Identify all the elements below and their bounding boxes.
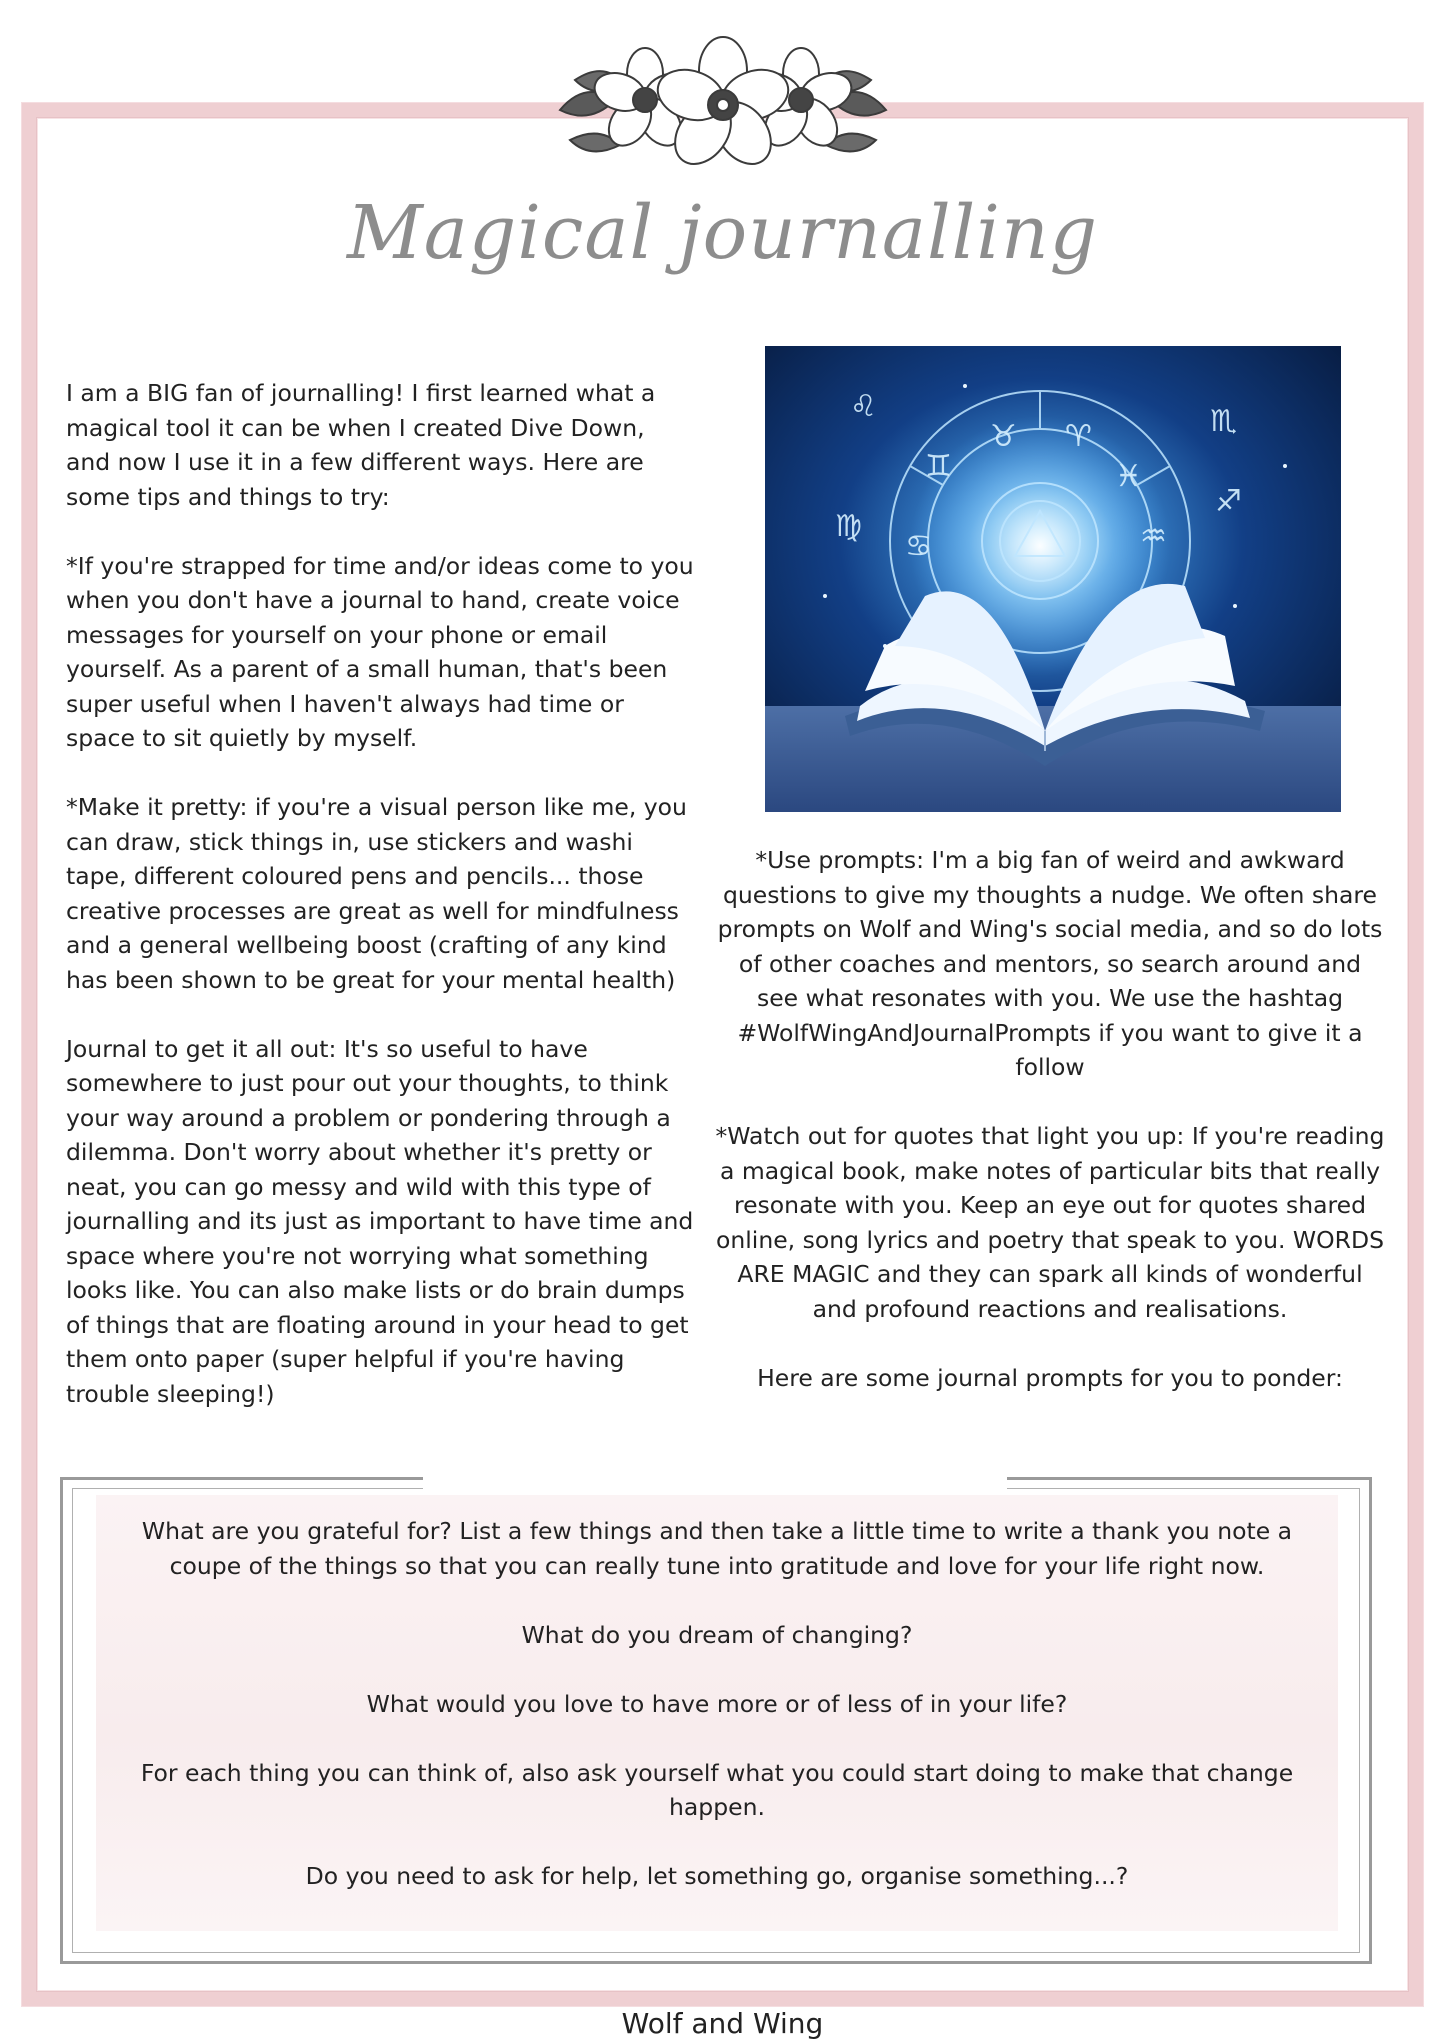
prompt-item: What do you dream of changing? <box>521 1620 913 1649</box>
make-it-pretty-tip: *Make it pretty: if you're a visual person like me, you can draw, stick things in, use stickers and washi tape, different coloured pens and pencils... those creative processes are great as well for mindfulness and a general wellbeing boost (crafting of any kind has been shown to be great for your mental health) <box>66 793 687 994</box>
footer-brand: Wolf and Wing <box>621 2007 824 2040</box>
right-column <box>715 843 1385 1430</box>
floral-ornament-icon <box>540 20 906 170</box>
left-column <box>66 376 696 1446</box>
use-prompts-tip: *Use prompts: I'm a big fan of weird and awkward questions to give my thoughts a nudge. We often share prompts on Wolf and Wing's social media, and so do lots of other coaches and mentors, so search around and see what resonates with you. We use the hashtag #WolfWingAndJournalPrompts if you want to give it a follow <box>717 846 1383 1081</box>
journal-prompts <box>120 1514 1314 1928</box>
svg-text:♐: ♐ <box>1215 484 1242 519</box>
voice-messages-tip: *If you're strapped for time and/or ideas come to you when you don't have a journal to hand, create voice messages for yourself on your phone or email yourself. As a parent of a small human, that's been super useful when I haven't always had time or space to sit quietly by myself. <box>66 551 694 752</box>
prompt-item: What are you grateful for? List a few things and then take a little time to write a thank you note a coupe of the things so that you can really tune into gratitude and love for your life right now. <box>141 1517 1293 1580</box>
svg-text:♉: ♉ <box>990 419 1017 454</box>
prompt-box-frame-gap <box>423 1470 1007 1492</box>
prompt-item: For each thing you can think of, also ask yourself what you could start doing to make that change happen. <box>140 1758 1294 1821</box>
prompts-intro: Here are some journal prompts for you to ponder: <box>757 1363 1343 1392</box>
svg-text:♊: ♊ <box>925 449 952 484</box>
prompt-item: Do you need to ask for help, let something go, organise something...? <box>305 1862 1129 1890</box>
get-it-all-out-tip: Journal to get it all out: It's so useful to have somewhere to just pour out your thoughts, to think your way around a problem or pondering through a dilemma. Don't worry about whether it's pretty or neat, you can go messy and wild with this type of journalling and its just as important to have time and space where you're not worrying what something looks like. You can also make lists or do brain dumps of things that are floating around in your head to get them onto paper (super helpful if you're having trouble sleeping!) <box>66 1034 694 1408</box>
prompt-item: What would you love to have more or of less of in your life? <box>366 1689 1068 1718</box>
magical-book-image <box>765 346 1341 812</box>
svg-text:♈: ♈ <box>1065 419 1092 454</box>
quotes-tip: *Watch out for quotes that light you up: If you're reading a magical book, make notes of particular bits that really resonate with you. Keep an eye out for quotes shared online, song lyrics and poetry that speak to you. WORDS ARE MAGIC and they can spark all kinds of wonderful and profound reactions and realisations. <box>715 1122 1385 1323</box>
svg-text:♏: ♏ <box>1210 404 1237 439</box>
svg-text:♓: ♓ <box>1115 459 1142 494</box>
page-title: Magical journalling <box>346 190 1098 276</box>
svg-text:♒: ♒ <box>1140 519 1167 554</box>
svg-text:♋: ♋ <box>905 529 932 564</box>
svg-text:♍: ♍ <box>835 509 862 544</box>
svg-text:♌: ♌ <box>850 389 877 424</box>
intro-paragraph: I am a BIG fan of journalling! I first learned what a magical tool it can be when I created Dive Down, and now I use it in a few different ways. Here are some tips and things to try: <box>66 379 656 511</box>
